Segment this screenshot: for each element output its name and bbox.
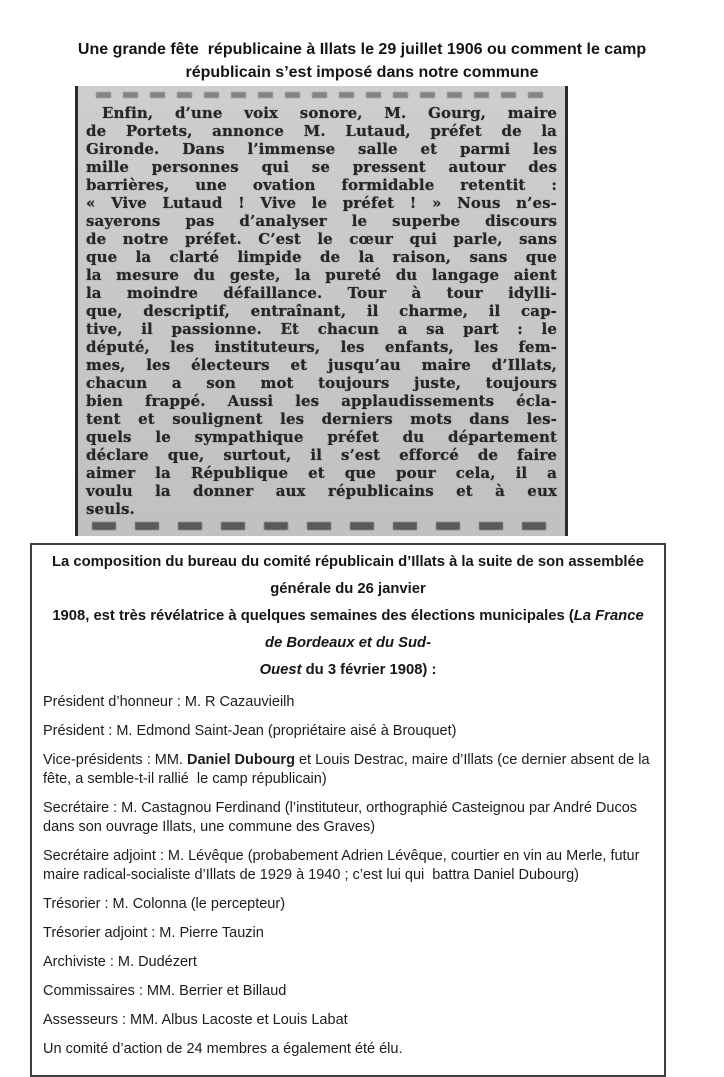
newspaper-line: mes, les électeurs et jusqu’au maire d’Illats,	[86, 356, 557, 374]
newspaper-clipping	[75, 86, 568, 536]
intro-line	[43, 549, 653, 603]
newspaper-line: seuls.	[86, 500, 135, 518]
text-segment: Président : M. Edmond Saint-Jean (propriétaire aisé à Brouquet)	[43, 723, 457, 739]
newspaper-line: bien frappé. Aussi les applaudissements écla-	[86, 392, 557, 410]
newspaper-line: que la clarté limpide de la raison, sans que	[86, 248, 557, 266]
committee-list	[43, 693, 653, 1059]
text-segment: Secrétaire : M. Castagnou Ferdinand (l’instituteur, orthographié Casteignou par André Ducos dans son ouvrage Illats, une commune des Graves)	[43, 800, 642, 835]
intro-paragraph	[43, 549, 653, 684]
newspaper-line: aimer la République et que pour cela, il a	[86, 464, 557, 482]
newspaper-line: sayerons pas d’analyser le superbe discours	[86, 212, 557, 230]
newspaper-line: tent et soulignent les derniers mots dans les-	[86, 410, 557, 428]
text-segment: Trésorier : M. Colonna (le percepteur)	[43, 896, 286, 912]
newspaper-line: voulu la donner aux républicains et à eux	[86, 482, 557, 500]
intro-line	[43, 657, 653, 684]
text-segment: Ouest	[259, 662, 302, 678]
committee-box	[30, 543, 666, 1077]
text-segment: La France de Bordeaux et du Sud-	[264, 608, 648, 651]
text-segment: Secrétaire adjoint : M. Lévêque (probabement Adrien Lévêque, courtier en vin au Merle, futur maire radical-socialiste d’Illats de 1929 à 1940 ; c’est lui qui battra Daniel Dubourg)	[43, 848, 644, 883]
text-segment: Archiviste : M. Dudézert	[43, 954, 197, 970]
text-segment: La composition du bureau du comité républicain d’Illats à la suite de son assemblée générale du 26 janvier	[51, 554, 649, 597]
text-segment: Trésorier adjoint : M. Pierre Tauzin	[43, 925, 264, 941]
newspaper-line: déclare que, surtout, il s’est efforcé de faire	[86, 446, 557, 464]
text-segment: Un comité d’action de 24 membres a également été élu.	[43, 1041, 403, 1057]
text-segment: Commissaires : MM. Berrier et Billaud	[43, 983, 287, 999]
newspaper-text	[86, 104, 557, 518]
newspaper-line: Gironde. Dans l’immense salle et parmi les	[86, 140, 557, 158]
text-segment: Assesseurs : MM. Albus Lacoste et Louis Labat	[43, 1012, 348, 1028]
committee-item	[43, 924, 653, 943]
newspaper-line: que, descriptif, entraînant, il charme, il cap-	[86, 302, 557, 320]
newspaper-line: de Portets, annonce M. Lutaud, préfet de la	[86, 122, 557, 140]
cutoff-text-bottom	[92, 522, 555, 530]
document-page	[0, 38, 724, 1062]
committee-item	[43, 847, 653, 885]
text-segment: 1908, est très révélatrice à quelques semaines des élections municipales (	[52, 608, 574, 624]
text-segment: Daniel Dubourg	[186, 752, 295, 768]
committee-item	[43, 751, 653, 789]
text-segment: du 3 février 1908) :	[301, 662, 437, 678]
newspaper-line: chacun a son mot toujours juste, toujours	[86, 374, 557, 392]
committee-item	[43, 982, 653, 1001]
committee-item	[43, 799, 653, 837]
committee-item	[43, 953, 653, 972]
committee-item	[43, 1040, 653, 1059]
page-title-line-2: républicain s’est imposé dans notre commune	[185, 64, 539, 81]
committee-item	[43, 693, 653, 712]
newspaper-line: tive, il passionne. Et chacun a sa part : le	[86, 320, 557, 338]
newspaper-line: la mesure du geste, la pureté du langage aient	[86, 266, 557, 284]
newspaper-line: « Vive Lutaud ! Vive le préfet ! » Nous n’es-	[86, 194, 557, 212]
newspaper-line: mille personnes qui se pressent autour des	[86, 158, 557, 176]
text-segment: Vice-présidents : MM.	[43, 752, 187, 768]
newspaper-line: quels le sympathique préfet du département	[86, 428, 557, 446]
text-segment: et Louis Destrac, maire d’Illats (ce dernier absent de la fête, a semble-t-il rallié le camp républicain)	[43, 752, 654, 787]
committee-item	[43, 895, 653, 914]
newspaper-line: de notre préfet. C’est le cœur qui parle, sans	[86, 230, 557, 248]
page-title-line-1: Une grande fête républicaine à Illats le 29 juillet 1906 ou comment le camp	[77, 41, 647, 58]
text-segment: Président d’honneur : M. R Cazauvieilh	[43, 694, 295, 710]
newspaper-line: Enfin, d’une voix sonore, M. Gourg, maire	[102, 104, 557, 122]
newspaper-line: la moindre défaillance. Tour à tour idylli-	[86, 284, 557, 302]
newspaper-line: député, les instituteurs, les enfants, les fem-	[86, 338, 557, 356]
committee-item	[43, 1011, 653, 1030]
committee-item	[43, 722, 653, 741]
newspaper-line: barrières, une ovation formidable retentit :	[86, 176, 557, 194]
page-title	[0, 38, 724, 84]
cutoff-text-top	[96, 92, 551, 98]
intro-line	[43, 603, 653, 657]
